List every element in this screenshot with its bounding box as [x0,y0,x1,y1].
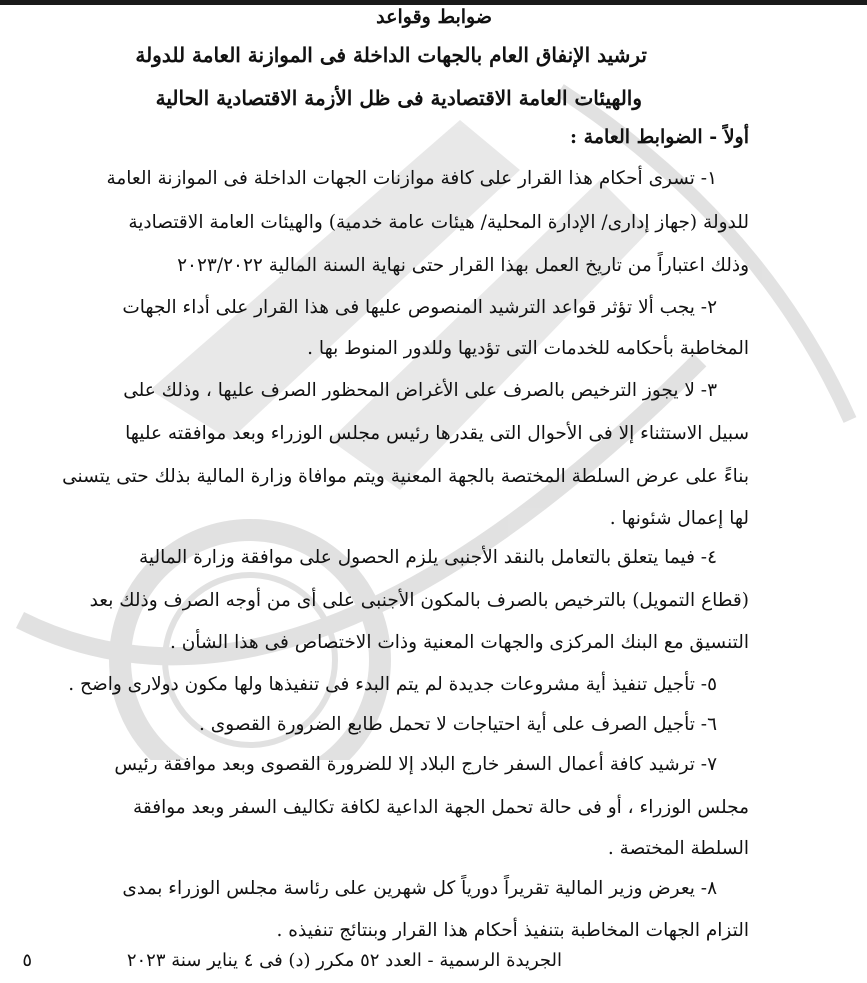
paragraph-line: التنسيق مع البنك المركزى والجهات المعنية وذات الاختصاص فى هذا الشأن . [169,632,749,653]
paragraph-line: ١- تسرى أحكام هذا القرار على كافة موازنات الجهات الداخلة فى الموازنة العامة [106,168,717,189]
page-number: ٥ [22,950,32,971]
paragraph-line: ٣- لا يجوز الترخيص بالصرف على الأغراض المحظور الصرف عليها ، وذلك على [123,380,717,401]
paragraph-line: ٢- يجب ألا تؤثر قواعد الترشيد المنصوص عليها فى هذا القرار على أداء الجهات [122,297,717,318]
paragraph-line: ٧- ترشيد كافة أعمال السفر خارج البلاد إلا للضرورة القصوى وبعد موافقة رئيس [114,754,717,775]
paragraph-line: (قطاع التمويل) بالترخيص بالصرف بالمكون الأجنبى على أى من أوجه الصرف وذلك بعد [89,590,749,611]
paragraph-line: بناءً على عرض السلطة المختصة بالجهة المعنية ويتم موافاة وزارة المالية بذلك حتى يتسنى [62,466,749,487]
paragraph-line: للدولة (جهاز إدارى/ الإدارة المحلية/ هيئات عامة خدمية) والهيئات العامة الاقتصادية [128,212,749,233]
document-title-line-2: والهيئات العامة الاقتصادية فى ظل الأزمة الاقتصادية الحالية [155,86,642,110]
paragraph-line: وذلك اعتباراً من تاريخ العمل بهذا القرار حتى نهاية السنة المالية ٢٠٢٣/٢٠٢٢ [177,255,749,276]
paragraph-line: ٥- تأجيل تنفيذ أية مشروعات جديدة لم يتم البدء فى تنفيذها ولها مكون دولارى واضح . [68,674,717,695]
paragraph-line: لها إعمال شئونها . [609,508,749,529]
document-top-title: ضوابط وقواعد [376,6,492,28]
section-heading: أولاً - الضوابط العامة : [570,126,749,148]
paragraph-line: ٦- تأجيل الصرف على أية احتياجات لا تحمل طابع الضرورة القصوى . [199,714,717,735]
paragraph-line: سبيل الاستثناء إلا فى الأحوال التى يقدرها رئيس مجلس الوزراء وبعد موافقته عليها [125,423,749,444]
paragraph-line: مجلس الوزراء ، أو فى حالة تحمل الجهة الداعية لكافة تكاليف السفر وبعد موافقة [132,797,749,818]
paragraph-line: المخاطبة بأحكامه للخدمات التى تؤديها وللدور المنوط بها . [307,338,749,359]
paragraph-line: التزام الجهات المخاطبة بتنفيذ أحكام هذا القرار وبنتائج تنفيذه . [276,920,749,941]
paragraph-line: ٤- فيما يتعلق بالتعامل بالنقد الأجنبى يلزم الحصول على موافقة وزارة المالية [139,547,717,568]
footer-publication: الجريدة الرسمية - العدد ٥٢ مكرر (د) فى ٤ يناير سنة ٢٠٢٣ [126,950,562,971]
paragraph-line: السلطة المختصة . [607,838,749,859]
paragraph-line: ٨- يعرض وزير المالية تقريراً دورياً كل شهرين على رئاسة مجلس الوزراء بمدى [122,878,717,899]
document-title-line-1: ترشيد الإنفاق العام بالجهات الداخلة فى الموازنة العامة للدولة [135,43,647,67]
